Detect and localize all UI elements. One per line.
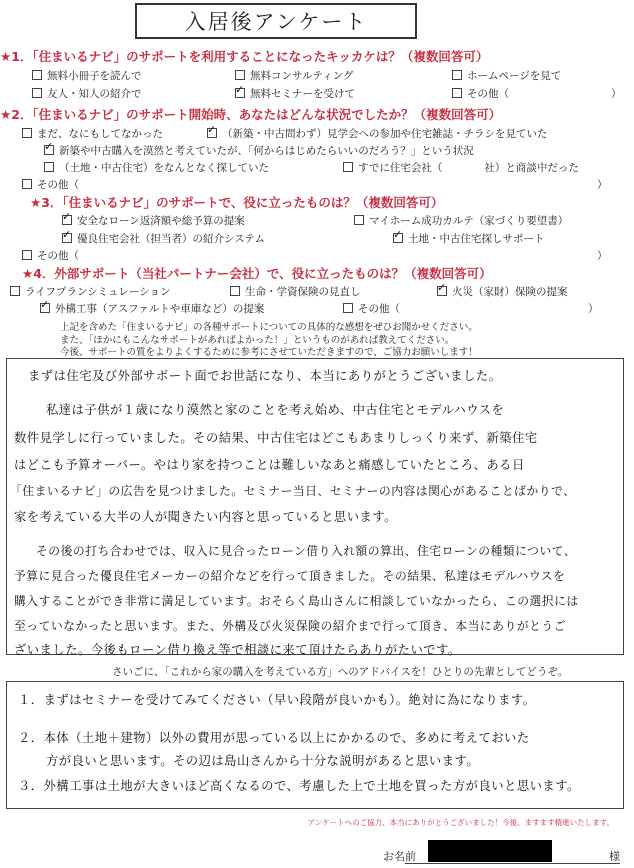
checkbox[interactable] bbox=[32, 70, 42, 80]
advice-line: １．まずはセミナーを受けてみてください（早い段階が良いかも）。絶対に為になります。 bbox=[18, 693, 536, 707]
q3-option-builder[interactable]: ✓優良住宅会社（担当者）の紹介システム bbox=[62, 231, 265, 246]
comment-line: ざいました。今後もローン借り換え等で相談に来て頂けたらありがたいです。 bbox=[14, 643, 461, 657]
q2-option-other[interactable]: その他（ bbox=[22, 177, 79, 192]
q4-option-fire[interactable]: ✓ 火災（家財）保険の提案 bbox=[437, 284, 568, 299]
checkbox[interactable] bbox=[354, 215, 364, 225]
checkbox[interactable] bbox=[22, 128, 32, 138]
checkbox[interactable] bbox=[452, 70, 462, 80]
checkbox[interactable] bbox=[44, 162, 54, 172]
comment-line: 至っていなかったと思います。また、外構及び火災保険の紹介まで行って頂き、本当にありがとうご bbox=[14, 619, 566, 633]
q3-option-loan[interactable]: ✓安全なローン返済額や総予算の提案 bbox=[62, 213, 245, 228]
checkbox[interactable] bbox=[343, 162, 353, 172]
q3-option-other[interactable]: その他（ bbox=[22, 248, 79, 263]
q4-option-insurance[interactable]: 生命・学資保険の見直し bbox=[230, 284, 361, 299]
q1-option-other[interactable]: その他（ bbox=[452, 86, 509, 101]
q1-option-booklet[interactable]: 無料小冊子を読んで bbox=[32, 68, 142, 83]
q2-option-searching[interactable]: （土地・中古住宅）をなんとなく探していた bbox=[44, 160, 269, 175]
comment-line: はどこも予算オーバー。やはり家を持つことは難しいなあと痛感していたところ、ある日 bbox=[14, 458, 525, 472]
comment-line: 私達は子供が１歳になり漠然と家のことを考え始め、中古住宅とモデルハウスを bbox=[46, 403, 505, 417]
checkbox[interactable] bbox=[32, 88, 42, 98]
checkbox[interactable] bbox=[235, 88, 245, 98]
comment-line: 購入することができ非常に満足しています。おそらく島山さんに相談していなかったら、この選択には bbox=[14, 594, 579, 608]
comment-line: 数件見学しに行っていました。その結果、中古住宅はどこもあまりしっくり来ず、新築住宅 bbox=[14, 431, 538, 445]
checkbox[interactable] bbox=[452, 88, 462, 98]
checkbox[interactable] bbox=[393, 233, 403, 243]
comment-line: 家を考えている大半の人が聞きたい内容と思っていると思います。 bbox=[14, 510, 397, 524]
page-title: 入居後アンケート bbox=[135, 3, 417, 39]
checkbox[interactable] bbox=[10, 286, 20, 296]
q1-other-close: ） bbox=[611, 88, 622, 100]
q2-option-nothing[interactable]: まだ、なにもしてなかった bbox=[22, 126, 163, 141]
checkbox[interactable] bbox=[22, 250, 32, 260]
comment-line: まずは住宅及び外部サポート面でお世話になり、本当にありがとうございました。 bbox=[28, 369, 502, 383]
advice-heading: さいごに、「これから家の購入を考えている方」へのアドバイスを！ひとりの先輩としてどうぞ。 bbox=[112, 666, 569, 678]
q1-option-referral[interactable]: 友人・知人の紹介で bbox=[32, 86, 142, 101]
question-1-label: ★1．「住まいるナビ」のサポートを利用することになったキッカケは？（複数回答可） bbox=[0, 49, 489, 64]
comment-line: 予算に見合った優良住宅メーカーの紹介などを行って頂きました。その結果、私達はモデルハウスを bbox=[14, 569, 566, 583]
comment-line: その後の打ち合わせでは、収入に見合ったローン借り入れ額の算出、住宅ローンの種類について、 bbox=[36, 544, 577, 558]
checkbox[interactable] bbox=[62, 233, 72, 243]
question-4-label: ★4．外部サポート（当社パートナー会社）で、役に立ったものは？（複数回答可） bbox=[22, 266, 492, 281]
q3-option-karte[interactable]: マイホーム成功カルテ（家づくり要望書） bbox=[354, 213, 568, 228]
question-3-label: ★3．「住まいるナビ」のサポートで、役に立ったものは？（複数回答可） bbox=[30, 195, 444, 210]
checkbox[interactable] bbox=[230, 286, 240, 296]
q4-option-exterior[interactable]: ✓外構工事（アスファルトや車庫など）の提案 bbox=[40, 301, 264, 316]
checkbox[interactable] bbox=[44, 145, 54, 155]
q3-option-land[interactable]: ✓ 土地・中古住宅探しサポート bbox=[393, 231, 545, 246]
q4-option-lifeplan[interactable]: ライフプランシミュレーション bbox=[10, 284, 170, 299]
q1-option-homepage[interactable]: ホームページを見て bbox=[452, 68, 561, 83]
checkbox[interactable] bbox=[437, 286, 447, 296]
checkbox[interactable] bbox=[22, 179, 32, 189]
intro-text: 上記を含めた「住まいるナビ」の各種サポートについての具体的な感想をぜひお聞かせください。 また、「ほかにもこんなサポートがあればよかった！」というものがあれば教えてください。 今後、サポートの質をよりよくするために参考にさせていただきますので、ご協力お願いします！ bbox=[60, 322, 478, 358]
name-label: お名前 bbox=[383, 850, 416, 863]
footer-thanks: アンケートへのご協力、本当にありがとうございました！今後、ますます精進いたします。 bbox=[307, 818, 614, 827]
q1-option-seminar[interactable]: ✓ 無料セミナーを受けて bbox=[235, 86, 355, 101]
q2-option-negotiating[interactable]: すでに住宅会社（ 社）と商談中だった bbox=[343, 160, 579, 175]
checkbox[interactable] bbox=[62, 215, 72, 225]
q4-option-other[interactable]: その他（ bbox=[343, 301, 400, 316]
advice-line: 方が良いと思います。その辺は島山さんから十分な説明があると思います。 bbox=[46, 754, 480, 768]
checkbox[interactable] bbox=[207, 128, 217, 138]
name-field-redacted bbox=[428, 840, 552, 862]
checkbox[interactable] bbox=[235, 70, 245, 80]
name-suffix: 様 bbox=[609, 850, 620, 863]
q2-option-vague[interactable]: ✓新築や中古購入を漠然と考えていたが、「何からはじめたらいいのだろう？」という状況 bbox=[44, 143, 474, 158]
q1-option-consulting[interactable]: 無料コンサルティング bbox=[235, 68, 353, 83]
advice-line: ２．本体（土地＋建物）以外の費用が思っている以上にかかるので、多めに考えておいた bbox=[18, 731, 530, 745]
comment-line: 「住まいるナビ」の広告を見つけました。セミナー当日、セミナーの内容は関心があることばかりで、 bbox=[10, 484, 576, 498]
checkbox[interactable] bbox=[40, 303, 50, 313]
question-2-label: ★2．「住まいるナビ」のサポート開始時、あなたはどんな状況でしたか？（複数回答可） bbox=[0, 107, 502, 122]
name-underline bbox=[405, 863, 620, 864]
q2-other-close: ） bbox=[597, 179, 608, 191]
q4-other-close: ） bbox=[588, 303, 599, 315]
checkbox[interactable] bbox=[343, 303, 353, 313]
q2-option-open-house[interactable]: ✓ （新築・中古問わず）見学会への参加や住宅雑誌・チラシを見ていた bbox=[207, 126, 548, 141]
q3-other-close: ） bbox=[597, 250, 608, 262]
advice-line: ３．外構工事は土地が大きいほど高くなるので、考慮した上で土地を買った方が良いと思います。 bbox=[18, 779, 580, 793]
